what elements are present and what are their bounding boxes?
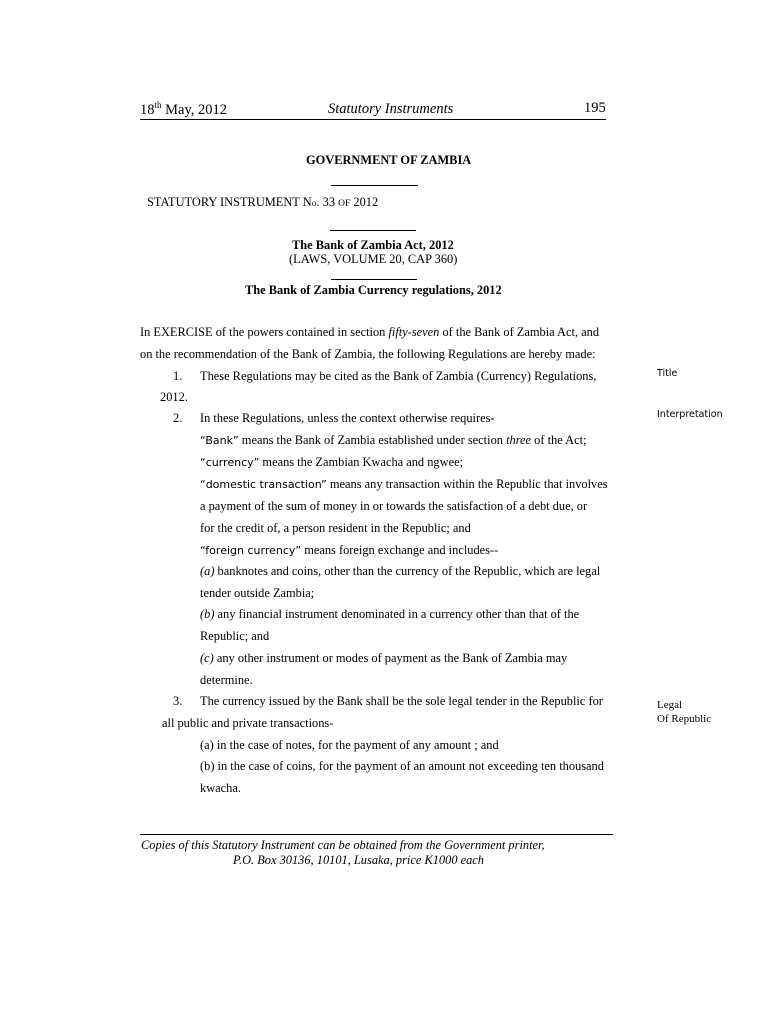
footer-line-1: Copies of this Statutory Instrument can be obtained from the Government printer, xyxy=(141,838,545,852)
def-domestic-line-3: for the credit of, a person resident in the Republic; and xyxy=(200,521,471,535)
term-foreign-currency: “foreign currency” xyxy=(200,544,302,557)
reg3-b: (b) in the case of coins, for the payment of an amount not exceeding ten thousand xyxy=(200,759,604,773)
item-c-text: any other instrument or modes of payment as the Bank of Zambia may xyxy=(213,651,568,665)
def-domestic xyxy=(200,476,608,493)
def-currency xyxy=(200,454,463,471)
def-foreign-b-line-2: Republic; and xyxy=(200,629,270,643)
si-prefix: STATUTORY INSTRUMENT N xyxy=(147,195,312,209)
si-no-small: o xyxy=(311,199,317,209)
def-currency-text: means the Zambian Kwacha and ngwee; xyxy=(259,455,464,469)
reg2-text: In these Regulations, unless the context otherwise requires- xyxy=(200,411,495,425)
si-year: 2012 xyxy=(353,195,379,209)
reg3-text: The currency issued by the Bank shall be the sole legal tender in the Republic for xyxy=(200,694,603,708)
def-foreign-a-line-2: tender outside Zambia; xyxy=(200,586,315,600)
regulations-title: The Bank of Zambia Currency regulations, 2012 xyxy=(245,283,502,297)
margin-note-interpretation: Interpretation xyxy=(657,409,723,420)
def-domestic-text: means any transaction within the Republic that involves xyxy=(326,477,608,491)
preamble-text-end: of the Bank of Zambia Act, and xyxy=(439,325,600,339)
header-date-rest: May, 2012 xyxy=(161,101,228,118)
reg3-a: (a) in the case of notes, for the payment of any amount ; and xyxy=(200,738,499,752)
def-bank-end: of the Act; xyxy=(531,433,587,447)
si-of: OF xyxy=(338,199,351,209)
margin-note-title: Title xyxy=(657,368,678,379)
def-foreign-c xyxy=(200,650,567,666)
reg3-number: 3. xyxy=(173,694,183,708)
def-bank-text: means the Bank of Zambia established under section xyxy=(238,433,507,447)
item-a-label: (a) xyxy=(200,564,215,578)
government-title: GOVERNMENT OF ZAMBIA xyxy=(306,153,472,167)
def-foreign xyxy=(200,542,498,559)
def-bank xyxy=(200,432,586,449)
act-reference: (LAWS, VOLUME 20, CAP 360) xyxy=(289,252,458,266)
si-number-value: . 33 xyxy=(316,195,336,209)
reg2-number: 2. xyxy=(173,411,183,425)
reg3-b-line-2: kwacha. xyxy=(200,781,241,795)
term-currency: “currency” xyxy=(200,456,260,469)
margin-note-of-republic: Of Republic xyxy=(657,713,712,725)
si-number xyxy=(147,194,378,212)
preamble-line-2: on the recommendation of the Bank of Zambia, the following Regulations are hereby made: xyxy=(140,347,596,361)
divider-3 xyxy=(331,279,417,280)
divider-2 xyxy=(330,230,416,231)
reg1-cont: 2012. xyxy=(160,390,188,404)
preamble-text: In EXERCISE of the powers contained in section xyxy=(140,325,389,339)
header-date xyxy=(140,100,227,119)
divider-1 xyxy=(331,185,418,186)
footer-line-2: P.O. Box 30136, 10101, Lusaka, price K1000 each xyxy=(233,853,484,867)
header-rule xyxy=(140,119,606,120)
term-bank: “Bank” xyxy=(200,434,239,447)
item-c-label: (c) xyxy=(200,651,214,665)
header-date-day: 18 xyxy=(140,101,155,118)
def-bank-ital: three xyxy=(506,433,532,447)
page-number: 195 xyxy=(584,100,606,116)
item-b-text: any financial instrument denominated in a currency other than that of the xyxy=(214,607,580,621)
header-center: Statutory Instruments xyxy=(328,101,454,117)
footer-rule xyxy=(140,834,613,835)
def-foreign-b xyxy=(200,606,579,622)
item-a-text: banknotes and coins, other than the currency of the Republic, which are legal xyxy=(214,564,601,578)
def-foreign-text: means foreign exchange and includes-- xyxy=(301,543,499,557)
def-foreign-a xyxy=(200,563,600,579)
reg3-cont: all public and private transactions- xyxy=(162,716,334,730)
def-domestic-line-2: a payment of the sum of money in or towards the satisfaction of a debt due, or xyxy=(200,499,588,513)
reg1-text: These Regulations may be cited as the Bank of Zambia (Currency) Regulations, xyxy=(200,369,597,383)
item-b-label: (b) xyxy=(200,607,215,621)
preamble-line-1 xyxy=(140,324,599,340)
term-domestic-transaction: “domestic transaction” xyxy=(200,478,327,491)
preamble-section-ital: fifty-seven xyxy=(388,325,440,339)
header-date-sup: th xyxy=(154,100,162,110)
margin-note-legal: Legal xyxy=(657,699,683,711)
act-title: The Bank of Zambia Act, 2012 xyxy=(292,238,454,252)
reg1-number: 1. xyxy=(173,369,183,383)
def-foreign-c-line-2: determine. xyxy=(200,673,253,687)
